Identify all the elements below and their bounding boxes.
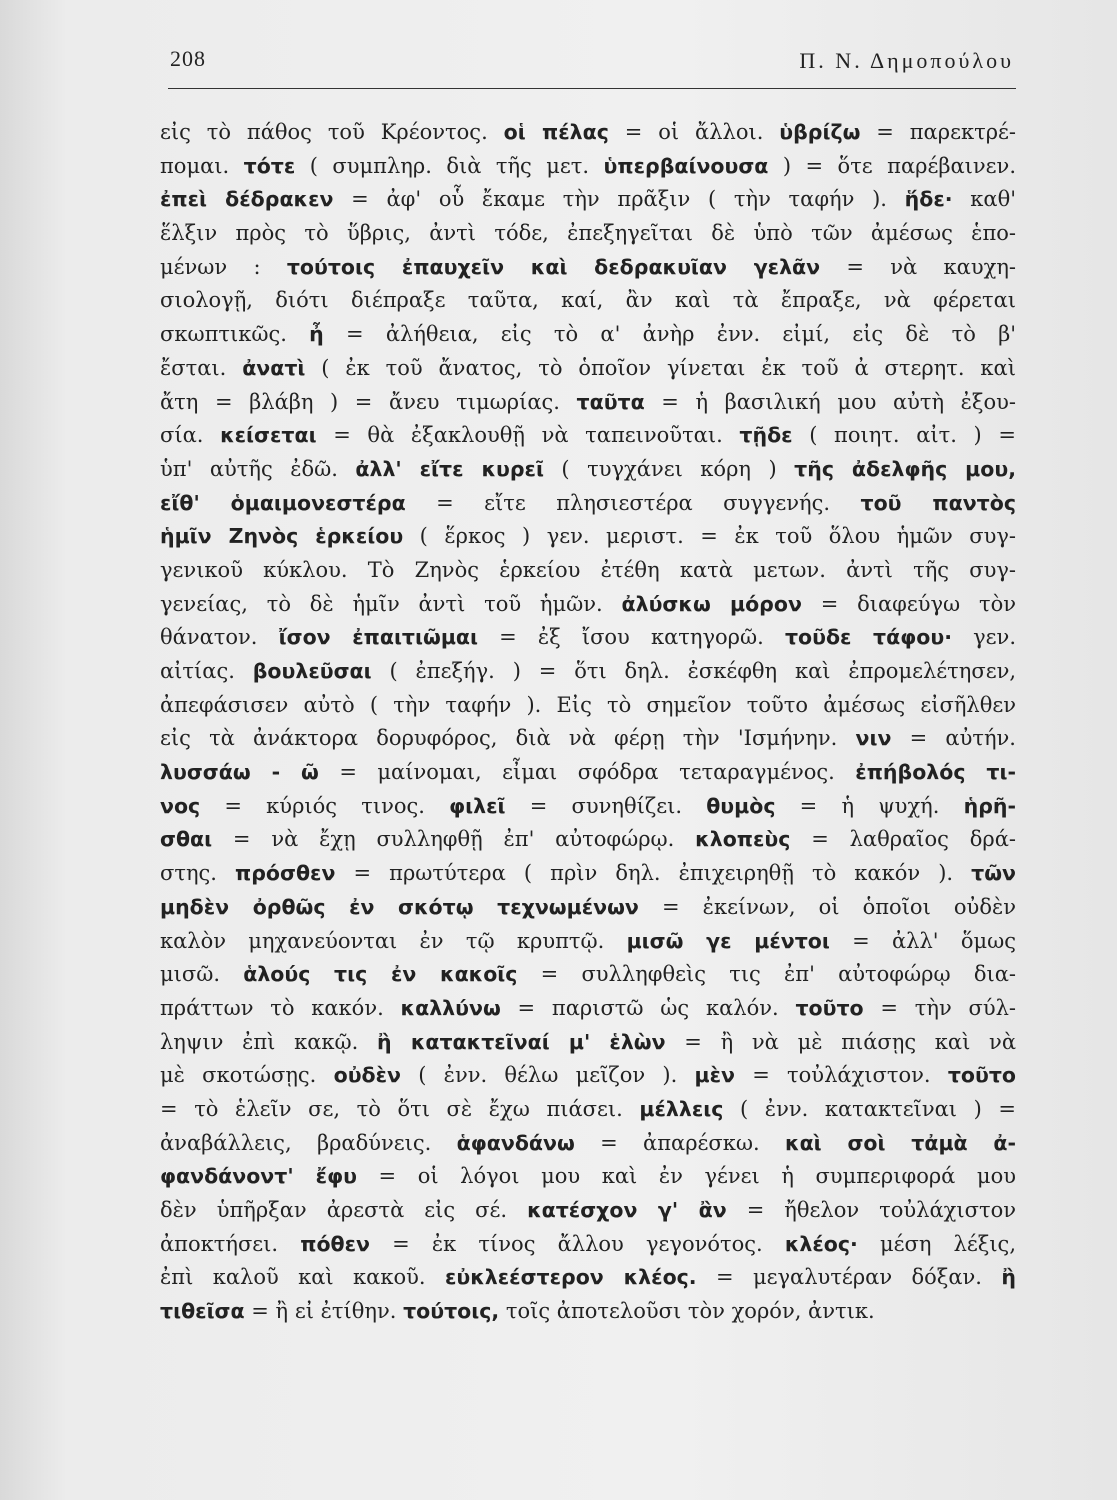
gloss-text: = οἱ λόγοι μου καὶ ἐν γένει ἡ συμπεριφορά μου bbox=[356, 1164, 1016, 1189]
gloss-text: τοῖς ἀποτελοῦσι τὸν χορόν, ἀντικ. bbox=[499, 1299, 875, 1324]
text-line bbox=[160, 790, 1016, 824]
lemma-term: φιλεῖ bbox=[449, 793, 506, 818]
text-line bbox=[160, 1160, 1016, 1194]
text-line bbox=[160, 217, 1016, 251]
lemma-term: τοῦτο bbox=[947, 1063, 1016, 1088]
text-line bbox=[160, 925, 1016, 959]
text-line bbox=[160, 183, 1016, 217]
gloss-text: καλὸν μηχανεύονται ἐν τῷ κρυπτῷ. bbox=[160, 928, 627, 953]
lemma-term: ἢ κατακτεῖναί μ' ἑλὼν bbox=[377, 1029, 666, 1054]
lemma-term: σθαι bbox=[160, 827, 213, 852]
lemma-term: τότε bbox=[243, 153, 296, 178]
lemma-term: κλέος· bbox=[784, 1231, 858, 1256]
text-line bbox=[160, 722, 1016, 756]
gloss-text: θάνατον. bbox=[160, 625, 279, 650]
lemma-term: νος bbox=[160, 793, 201, 818]
lemma-term: θυμὸς bbox=[706, 793, 776, 818]
gloss-text: = ἐκ τίνος ἄλλου γεγονότος. bbox=[370, 1231, 785, 1256]
lemma-term: εὐκλεέστερον κλέος. bbox=[444, 1265, 697, 1290]
gloss-text: = νὰ καυχη- bbox=[820, 254, 1016, 279]
gloss-text: = ἐξ ἴσου κατηγορῶ. bbox=[477, 625, 785, 650]
text-line bbox=[160, 1295, 1016, 1329]
text-line bbox=[160, 1261, 1016, 1295]
lemma-term: ὑβρίζω bbox=[779, 120, 861, 144]
lemma-term: ἥδε· bbox=[904, 187, 953, 212]
lemma-term: ἁλούς τις ἐν κακοῖς bbox=[243, 962, 518, 987]
gloss-text: ἐπὶ καλοῦ καὶ κακοῦ. bbox=[160, 1265, 445, 1290]
lemma-term: ἁφανδάνω bbox=[456, 1130, 575, 1155]
lemma-term: ἡμῖν Ζηνὸς ἑρκείου bbox=[160, 524, 404, 549]
gloss-text: = ἡ βασιλική μου αὐτὴ ἐξου- bbox=[644, 389, 1016, 414]
gloss-text: ὑπ' αὐτῆς ἐδῶ. bbox=[160, 456, 356, 481]
text-line bbox=[160, 1127, 1016, 1161]
gloss-text: = πρωτύτερα ( πρὶν δηλ. ἐπιχειρηθῇ τὸ κακόν ). bbox=[335, 861, 972, 886]
gloss-text: = ἢ εἰ ἐτίθην. bbox=[244, 1299, 404, 1324]
text-line bbox=[160, 621, 1016, 655]
lemma-term: μέλλεις bbox=[639, 1096, 724, 1121]
lemma-term: κατέσχον γ' ἂν bbox=[527, 1198, 727, 1222]
gloss-text: ἕλξιν πρὸς τὸ ὕβρις, ἀντὶ τόδε, ἐπεξηγεῖται δὲ ὑπὸ τῶν ἀμέσως ἑπο- bbox=[160, 221, 1016, 246]
lemma-term: καὶ σοὶ τἀμὰ ἀ- bbox=[785, 1130, 1016, 1155]
text-line bbox=[160, 251, 1016, 285]
text-line bbox=[160, 453, 1016, 487]
gloss-text: εἰς τὰ ἀνάκτορα δορυφόρος, διὰ νὰ φέρῃ τὴν 'Ισμήνην. bbox=[160, 726, 856, 751]
gloss-text: ἀπεφάσισεν αὐτὸ ( τὴν ταφήν ). Εἰς τὸ σημεῖον τοῦτο ἀμέσως εἰσῆλθεν bbox=[160, 692, 1016, 717]
gloss-text: = παριστῶ ὡς καλόν. bbox=[500, 995, 796, 1020]
gloss-text: ἀναβάλλεις, βραδύνεις. bbox=[160, 1130, 457, 1155]
gloss-text: ἄτη = βλάβη ) = ἄνευ τιμωρίας. bbox=[160, 389, 577, 414]
text-line bbox=[160, 756, 1016, 790]
gloss-text: = οἱ ἄλλοι. bbox=[608, 120, 780, 144]
gloss-text: μέση λέξις, bbox=[857, 1231, 1016, 1256]
gloss-text: σκωπτικῶς. bbox=[160, 322, 310, 347]
gloss-text: δὲν ὑπῆρξαν ἀρεστὰ εἰς σέ. bbox=[160, 1198, 528, 1222]
gloss-text: = ἡ ψυχή. bbox=[775, 793, 964, 818]
gloss-text: = αὐτήν. bbox=[891, 726, 1016, 751]
gloss-text: ( ἕρκος ) γεν. μεριστ. = ἐκ τοῦ ὅλου ἡμῶν συγ- bbox=[403, 524, 1016, 549]
lemma-term: τοῦτο bbox=[795, 995, 864, 1020]
lemma-term: ἐπεὶ δέδρακεν bbox=[160, 187, 334, 212]
gloss-text: ( ἐνν. θέλω μεῖζον ). bbox=[401, 1063, 695, 1088]
text-line bbox=[160, 554, 1016, 588]
lemma-term: ἢ bbox=[1001, 1265, 1016, 1290]
lemma-term: κείσεται bbox=[220, 423, 317, 448]
gloss-text: = ἢ νὰ μὲ πιάσῃς καὶ νὰ bbox=[665, 1029, 1016, 1054]
text-line bbox=[160, 116, 1016, 150]
gloss-text: = εἴτε πλησιεστέρα συγγενής. bbox=[405, 490, 861, 515]
gloss-text: = νὰ ἔχῃ συλληφθῇ ἐπ' αὐτοφώρῳ. bbox=[212, 827, 696, 852]
gloss-text: = θὰ ἐξακλουθῇ νὰ ταπεινοῦται. bbox=[316, 423, 740, 448]
gloss-text: μισῶ. bbox=[160, 962, 244, 987]
gloss-text: καθ' bbox=[952, 187, 1016, 212]
lemma-term: πρόσθεν bbox=[235, 861, 336, 886]
gloss-text: στης. bbox=[160, 861, 236, 886]
text-line bbox=[160, 891, 1016, 925]
gloss-text: = ἤθελον τοὐλάχιστον bbox=[726, 1198, 1016, 1222]
gloss-text: = μαίνομαι, εἶμαι σφόδρα τεταραγμένος. bbox=[318, 760, 856, 785]
text-line bbox=[160, 857, 1016, 891]
lemma-term: ἐπήβολός τι- bbox=[855, 760, 1016, 785]
gloss-text: γενικοῦ κύκλου. Τὸ Ζηνὸς ἑρκείου ἐτέθη κατὰ μετων. ἀντὶ τῆς συγ- bbox=[160, 557, 1016, 582]
gloss-text: = κύριός τινος. bbox=[200, 793, 450, 818]
gloss-text: σιολογῇ, διότι διέπραξε ταῦτα, καί, ἂν καὶ τὰ ἔπραξε, νὰ φέρεται bbox=[160, 288, 1016, 313]
running-head: Π. Ν. Δημοπούλου bbox=[799, 48, 1014, 73]
gloss-text: ( ἐνν. κατακτεῖναι ) = bbox=[723, 1096, 1016, 1121]
gloss-text: αἰτίας. bbox=[160, 659, 253, 683]
gloss-text: = μεγαλυτέραν δόξαν. bbox=[696, 1265, 1002, 1290]
text-line bbox=[160, 992, 1016, 1026]
lemma-term: οὐδὲν bbox=[333, 1063, 401, 1088]
gloss-text: ἔσται. bbox=[160, 355, 243, 380]
gloss-text: πράττων τὸ κακόν. bbox=[160, 995, 401, 1020]
page-number: 208 bbox=[170, 46, 206, 71]
text-line bbox=[160, 520, 1016, 554]
lemma-term: φανδάνοντ' ἔφυ bbox=[160, 1164, 357, 1189]
gloss-text: = τοὐλάχιστον. bbox=[734, 1063, 948, 1088]
lemma-term: οἱ πέλας bbox=[503, 120, 609, 144]
gloss-text: = ἀλλ' ὅμως bbox=[829, 928, 1016, 953]
gloss-text: μὲ σκοτώσῃς. bbox=[160, 1063, 334, 1088]
lemma-term: νιν bbox=[855, 726, 892, 751]
text-line bbox=[160, 958, 1016, 992]
lemma-term: τῆς ἀδελφῆς μου, bbox=[794, 456, 1016, 481]
gloss-text: γενείας, τὸ δὲ ἡμῖν ἀντὶ τοῦ ἡμῶν. bbox=[160, 591, 622, 616]
text-line bbox=[160, 352, 1016, 386]
text-line bbox=[160, 823, 1016, 857]
gloss-text: ( ἐπεξήγ. ) = ὅτι δηλ. ἐσκέφθη καὶ ἐπρομελέτησεν, bbox=[371, 659, 1016, 683]
gloss-text: = λαθραῖος δρά- bbox=[790, 827, 1016, 852]
lemma-term: τιθεῖσα bbox=[160, 1299, 245, 1324]
gloss-text: = τὴν σύλ- bbox=[863, 995, 1016, 1020]
lemma-term: καλλύνω bbox=[400, 995, 501, 1020]
lemma-term: μὲν bbox=[694, 1063, 735, 1088]
lemma-term: πόθεν bbox=[300, 1231, 370, 1256]
text-line bbox=[160, 150, 1016, 184]
text-line bbox=[160, 419, 1016, 453]
lemma-term: λυσσάω - ῶ bbox=[160, 760, 319, 785]
gloss-text: ( τυγχάνει κόρη ) bbox=[543, 456, 795, 481]
gloss-text: ληψιν ἐπὶ κακῷ. bbox=[160, 1029, 378, 1054]
text-line bbox=[160, 1228, 1016, 1262]
gloss-text: = συλληφθεὶς τις ἐπ' αὐτοφώρῳ δια- bbox=[517, 962, 1016, 987]
text-line bbox=[160, 1026, 1016, 1060]
text-line bbox=[160, 1093, 1016, 1127]
gloss-text: εἰς τὸ πάθος τοῦ Κρέοντος. bbox=[160, 120, 504, 144]
page-header bbox=[168, 40, 1016, 89]
text-line bbox=[160, 318, 1016, 352]
gloss-text: σία. bbox=[160, 423, 221, 448]
text-line bbox=[160, 588, 1016, 622]
lemma-term: μισῶ γε μέντοι bbox=[626, 928, 830, 953]
gloss-text: = τὸ ἑλεῖν σε, τὸ ὅτι σὲ ἔχω πιάσει. bbox=[160, 1096, 640, 1121]
text-line bbox=[160, 1194, 1016, 1228]
lemma-term: ταῦτα bbox=[576, 389, 645, 414]
text-line bbox=[160, 655, 1016, 689]
body-text bbox=[160, 116, 1016, 1329]
lemma-term: ἀνατὶ bbox=[242, 355, 306, 380]
lemma-term: ἀλύσκω μόρον bbox=[621, 591, 802, 616]
gloss-text: μένων : bbox=[160, 254, 287, 279]
text-line bbox=[160, 284, 1016, 318]
lemma-term: κλοπεὺς bbox=[695, 827, 791, 852]
lemma-term: τούτοις ἐπαυχεῖν καὶ δεδρακυῖαν γελᾶν bbox=[286, 254, 821, 279]
gloss-text: = ἀφ' οὗ ἔκαμε τὴν πρᾶξιν ( τὴν ταφήν ). bbox=[333, 187, 905, 212]
gloss-text: = παρεκτρέ- bbox=[860, 120, 1016, 144]
gloss-text: ἀποκτήσει. bbox=[160, 1231, 301, 1256]
gloss-text: ( ἐκ τοῦ ἄνατος, τὸ ὁποῖον γίνεται ἐκ τοῦ ἀ στερητ. καὶ bbox=[305, 355, 1016, 380]
lemma-term: ἦ bbox=[309, 322, 324, 347]
gloss-text: ) = ὅτε παρέβαινεν. bbox=[768, 153, 1016, 178]
lemma-term: ἀλλ' εἴτε κυρεῖ bbox=[355, 456, 544, 481]
text-line bbox=[160, 1059, 1016, 1093]
lemma-term: ἴσον ἐπαιτιῶμαι bbox=[278, 625, 478, 650]
lemma-term: μηδὲν ὀρθῶς ἐν σκότῳ τεχνωμένων bbox=[160, 894, 639, 919]
gloss-text: ( συμπληρ. διὰ τῆς μετ. bbox=[295, 153, 604, 178]
text-line bbox=[160, 689, 1016, 723]
text-line bbox=[160, 386, 1016, 420]
gloss-text: = ἐκείνων, οἱ ὁποῖοι οὐδὲν bbox=[638, 894, 1016, 919]
lemma-term: τῶν bbox=[971, 861, 1016, 886]
lemma-term: εἴθ' ὁμαιμονεστέρα bbox=[160, 490, 406, 515]
lemma-term: ἡρῆ- bbox=[963, 793, 1016, 818]
text-line bbox=[160, 487, 1016, 521]
gloss-text: = ἀλήθεια, εἰς τὸ α' ἀνὴρ ἐνν. εἰμί, εἰς δὲ τὸ β' bbox=[323, 322, 1016, 347]
lemma-term: τοῦ παντὸς bbox=[860, 490, 1016, 515]
gloss-text: ( ποιητ. αἰτ. ) = bbox=[792, 423, 1016, 448]
lemma-term: ὑπερβαίνουσα bbox=[603, 153, 769, 178]
gloss-text: πομαι. bbox=[160, 153, 244, 178]
gloss-text: γεν. bbox=[951, 625, 1016, 650]
gloss-text: = ἀπαρέσκω. bbox=[574, 1130, 786, 1155]
lemma-term: τῇδε bbox=[739, 423, 793, 448]
lemma-term: τοῦδε τάφου· bbox=[784, 625, 952, 650]
lemma-term: βουλεῦσαι bbox=[252, 659, 372, 683]
lemma-term: τούτοις, bbox=[403, 1299, 500, 1324]
gloss-text: = συνηθίζει. bbox=[505, 793, 707, 818]
gloss-text: = διαφεύγω τὸν bbox=[801, 591, 1016, 616]
